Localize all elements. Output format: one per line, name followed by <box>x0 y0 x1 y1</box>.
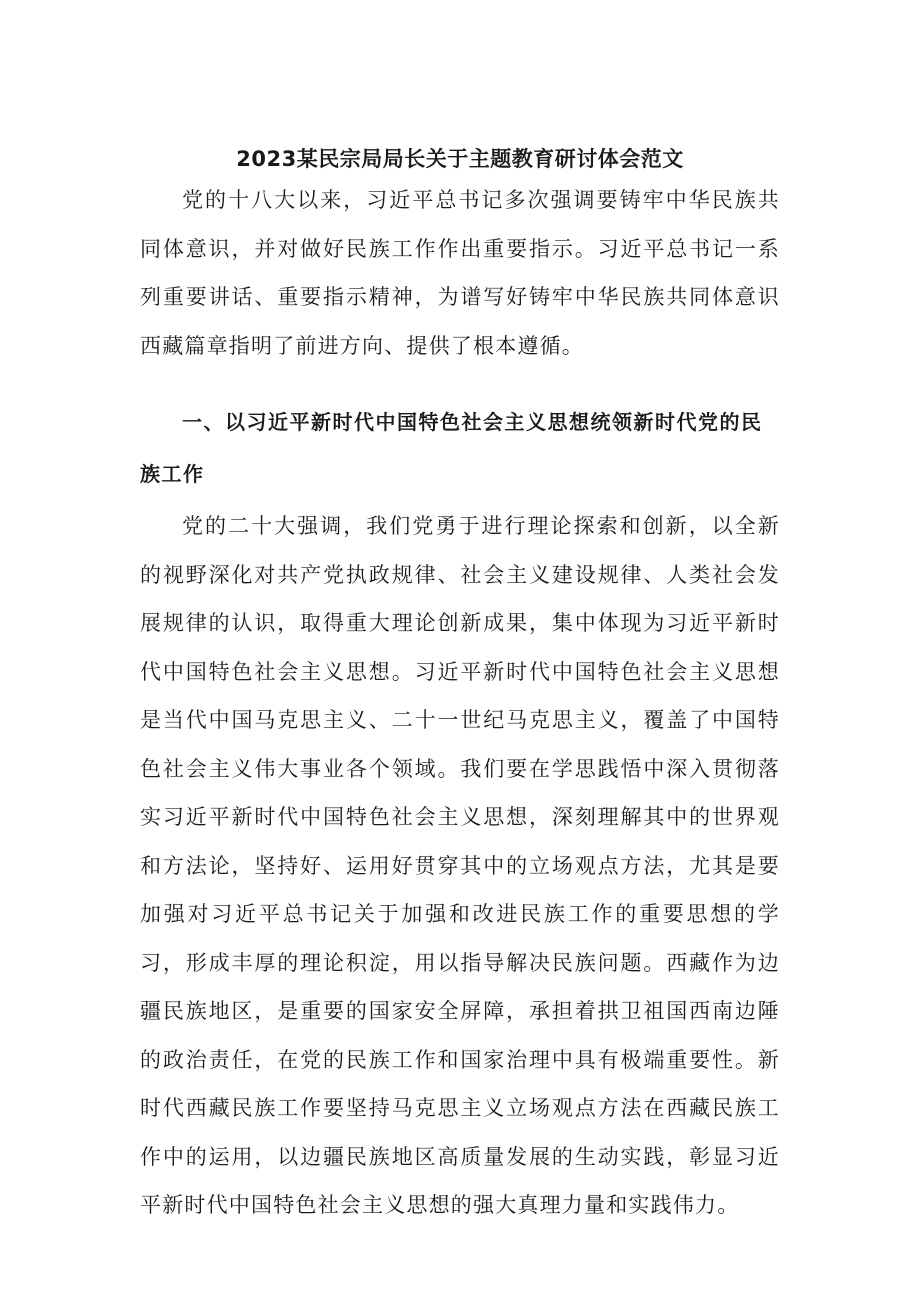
section-heading: 一、以习近平新时代中国特色社会主义思想统领新时代党的民族工作 <box>140 410 763 486</box>
intro-paragraph: 党的十八大以来，习近平总书记多次强调要铸牢中华民族共同体意识，并对做好民族工作作出重要指示。习近平总书记一系列重要讲话、重要指示精神，为谱写好铸牢中华民族共同体意识西藏篇章指明了前进方向、提供了根本遵循。 <box>140 188 780 358</box>
section-paragraph: 党的二十大强调，我们党勇于进行理论探索和创新，以全新的视野深化对共产党执政规律、社会主义建设规律、人类社会发展规律的认识，取得重大理论创新成果，集中体现为习近平新时代中国特色社会主义思想。习近平新时代中国特色社会主义思想是当代中国马克思主义、二十一世纪马克思主义，覆盖了中国特色社会主义伟大事业各个领域。我们要在学思践悟中深入贯彻落实习近平新时代中国特色社会主义思想，深刻理解其中的世界观和方法论，坚持好、运用好贯穿其中的立场观点方法，尤其是要加强对习近平总书记关于加强和改进民族工作的重要思想的学习，形成丰厚的理论积淀，用以指导解决民族问题。西藏作为边疆民族地区，是重要的国家安全屏障，承担着拱卫祖国西南边陲的政治责任，在党的民族工作和国家治理中具有极端重要性。新时代西藏民族工作要坚持马克思主义立场观点方法在西藏民族工作中的运用，以边疆民族地区高质量发展的生动实践，彰显习近平新时代中国特色社会主义思想的强大真理力量和实践伟力。 <box>140 514 780 1217</box>
document-title: 2023某民宗局局长关于主题教育研讨体会范文 <box>236 147 684 171</box>
